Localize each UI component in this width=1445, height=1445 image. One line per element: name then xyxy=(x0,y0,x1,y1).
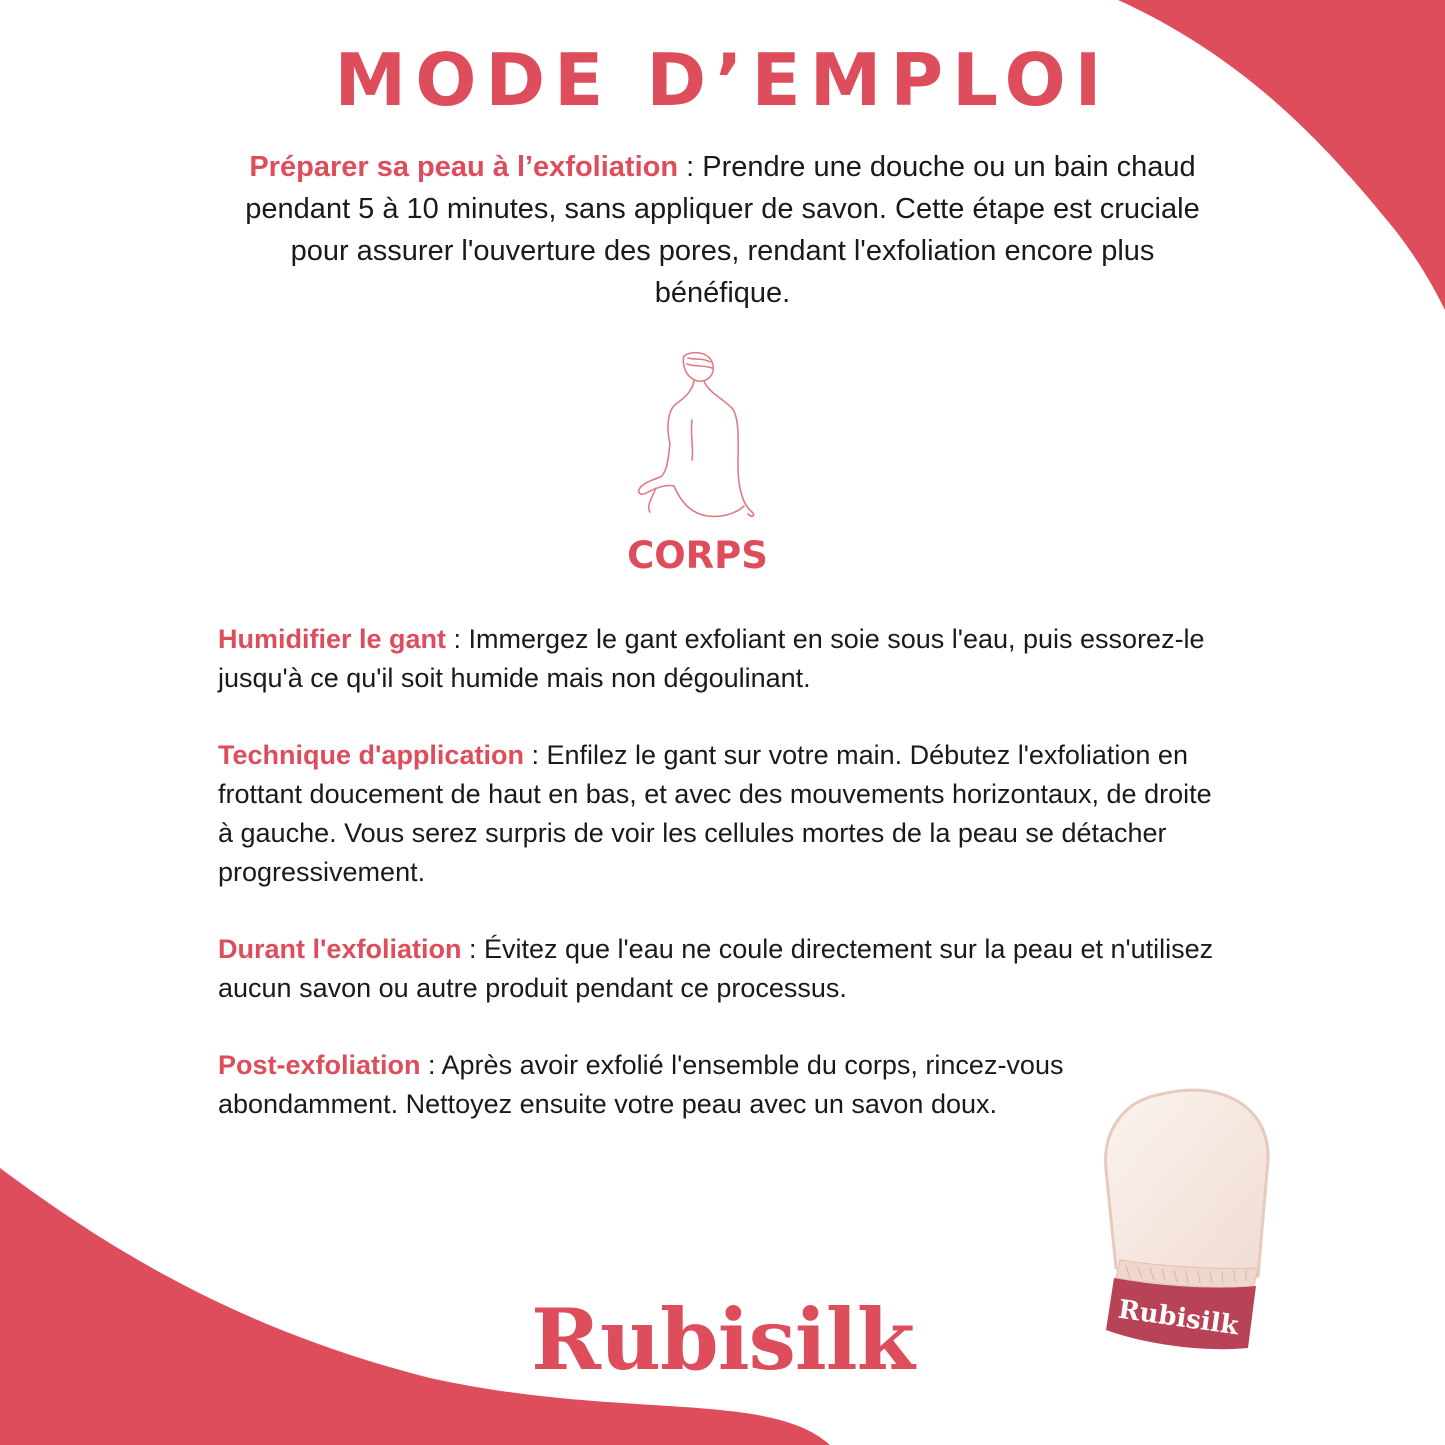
exfoliating-glove-image xyxy=(1098,1080,1274,1380)
seated-woman-line-drawing-icon xyxy=(632,348,762,524)
step-text: : Après avoir exfolié l'ensemble du corps, rincez-vous abondamment. Nettoyez ensuite votre peau avec un savon doux. xyxy=(218,1050,1064,1119)
step-item xyxy=(218,620,1228,698)
intro-text: : Prendre une douche ou un bain chaud pendant 5 à 10 minutes, sans appliquer de savon. Cette étape est cruciale pour assurer l'ouverture des pores, rendant l'exfoliation encore plus bénéfique. xyxy=(245,151,1200,309)
step-label: Technique d'application xyxy=(218,740,524,770)
section-title: CORPS xyxy=(627,534,768,577)
step-text: : Enfilez le gant sur votre main. Débutez l'exfoliation en frottant doucement de haut en bas, et avec des mouvements horizontaux, de droite à gauche. Vous serez surpris de voir les cellules mortes de la peau se détacher progressivement. xyxy=(218,740,1212,887)
step-item xyxy=(218,930,1228,1008)
page-title: MODE D’EMPLOI xyxy=(334,38,1111,122)
brand-logo: Rubisilk xyxy=(531,1290,914,1389)
step-label: Durant l'exfoliation xyxy=(218,934,462,964)
step-label: Post-exfoliation xyxy=(218,1050,421,1080)
step-text: : Immergez le gant exfoliant en soie sous l'eau, puis essorez-le jusqu'à ce qu'il soit humide mais non dégoulinant. xyxy=(218,624,1205,693)
steps-list xyxy=(218,620,1228,1162)
step-item xyxy=(218,1046,1228,1124)
step-item xyxy=(218,736,1228,892)
intro-paragraph xyxy=(222,146,1223,314)
glove-label: Rubisilk xyxy=(1116,1294,1241,1342)
step-text: : Évitez que l'eau ne coule directement sur la peau et n'utilisez aucun savon ou autre produit pendant ce processus. xyxy=(218,934,1214,1003)
intro-label: Préparer sa peau à l’exfoliation xyxy=(249,151,679,183)
step-label: Humidifier le gant xyxy=(218,624,447,654)
